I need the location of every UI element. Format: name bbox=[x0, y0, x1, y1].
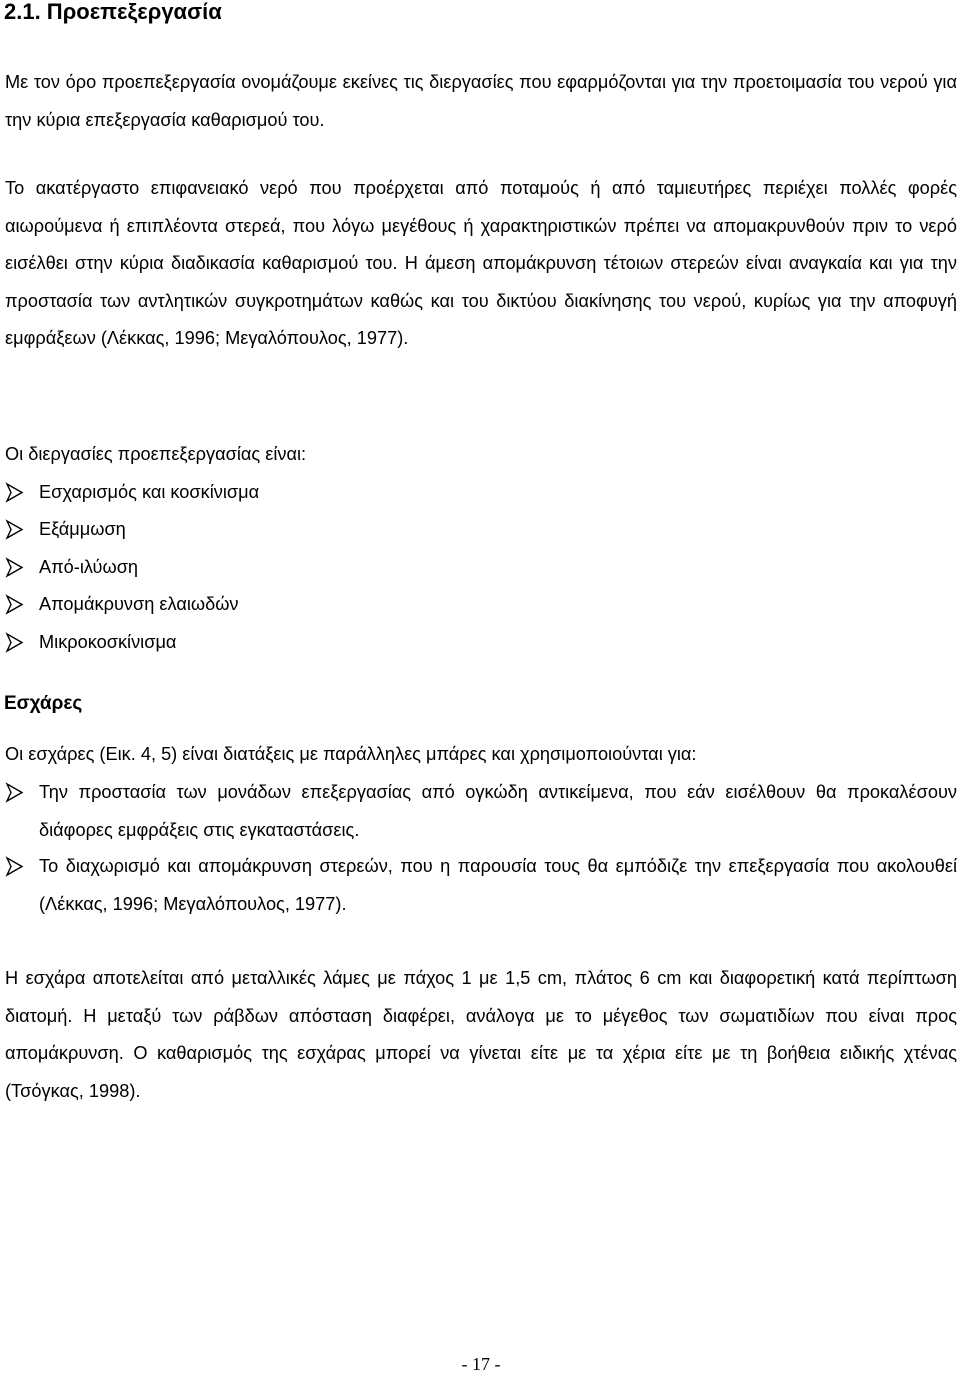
grates-subheading: Εσχάρες bbox=[4, 693, 83, 714]
process-item-text: Από-ιλύωση bbox=[39, 557, 139, 577]
pretreatment-paragraph: Το ακατέργαστο επιφανειακό νερό που προέρχεται από ποταμούς ή από ταμιευτήρες περιέχει πολλές φορές αιωρούμενα ή επιπλέοντα στερεά, που λόγω μεγέθους ή χαρακτηριστικών πρέπει να απομακρυνθούν πριν το νερό εισέλθει στην κύρια διαδικασία καθαρισμού του. Η άμεση απομάκρυνση τέτοιων στερεών είναι αναγκαία και για την προστασία των αντλητικών συγκροτημάτων καθώς και του δικτύου διακίνησης του νερού, κυρίως για την αποφυγή εμφράξεων (Λέκκας, 1996; Μεγαλόπουλος, 1977). bbox=[5, 178, 957, 348]
use-item-text: Την προστασία των μονάδων επεξεργασίας από ογκώδη αντικείμενα, που εάν εισέλθουν θα προκαλέσουν διάφορες εμφράξεις στις εγκαταστάσεις. bbox=[39, 782, 957, 840]
arrowhead-bullet-icon bbox=[5, 586, 25, 623]
list-item bbox=[5, 511, 957, 549]
grate-description-paragraph: Η εσχάρα αποτελείται από μεταλλικές λάμες με πάχος 1 με 1,5 cm, πλάτος 6 cm και διαφορετική κατά περίπτωση διατομή. Η μεταξύ των ράβδων απόσταση διαφέρει, ανάλογα με το μέγεθος των σωματιδίων που είναι προς απομάκρυνση. Ο καθαρισμός της εσχάρας μπορεί να γίνεται είτε με τα χέρια είτε με τη βοήθεια ειδικής χτένας (Τσόγκας, 1998). bbox=[5, 968, 957, 1101]
list-item bbox=[5, 474, 957, 512]
arrowhead-bullet-icon bbox=[5, 774, 25, 811]
process-item-text: Μικροκοσκίνισμα bbox=[39, 632, 177, 652]
arrowhead-bullet-icon bbox=[5, 511, 25, 548]
process-item-text: Εσχαρισμός και κοσκίνισμα bbox=[39, 482, 260, 502]
arrowhead-bullet-icon bbox=[5, 474, 25, 511]
page-number-text: - 17 - bbox=[461, 1354, 501, 1374]
arrowhead-bullet-icon bbox=[5, 848, 25, 885]
section-heading: 2.1. Προεπεξεργασία bbox=[4, 0, 222, 24]
process-item-text: Απομάκρυνση ελαιωδών bbox=[39, 594, 239, 614]
arrowhead-bullet-icon bbox=[5, 624, 25, 661]
list-item bbox=[5, 586, 957, 624]
list-item bbox=[5, 848, 957, 923]
process-item-text: Εξάμμωση bbox=[39, 519, 126, 539]
process-list-intro: Οι διεργασίες προεπεξεργασίας είναι: bbox=[5, 444, 307, 464]
arrowhead-bullet-icon bbox=[5, 549, 25, 586]
list-item bbox=[5, 549, 957, 587]
list-item bbox=[5, 624, 957, 662]
page-number bbox=[0, 1352, 960, 1376]
list-item bbox=[5, 774, 957, 849]
intro-paragraph: Με τον όρο προεπεξεργασία ονομάζουμε εκείνες τις διεργασίες που εφαρμόζονται για την προετοιμασία του νερού για την κύρια επεξεργασία καθαρισμού του. bbox=[5, 72, 957, 130]
use-item-text: Το διαχωρισμό και απομάκρυνση στερεών, που η παρουσία τους θα εμπόδιζε την επεξεργασία που ακολουθεί (Λέκκας, 1996; Μεγαλόπουλος, 1977). bbox=[39, 856, 957, 914]
grates-intro-paragraph: Οι εσχάρες (Εικ. 4, 5) είναι διατάξεις με παράλληλες μπάρες και χρησιμοποιούνται για: bbox=[5, 744, 697, 764]
